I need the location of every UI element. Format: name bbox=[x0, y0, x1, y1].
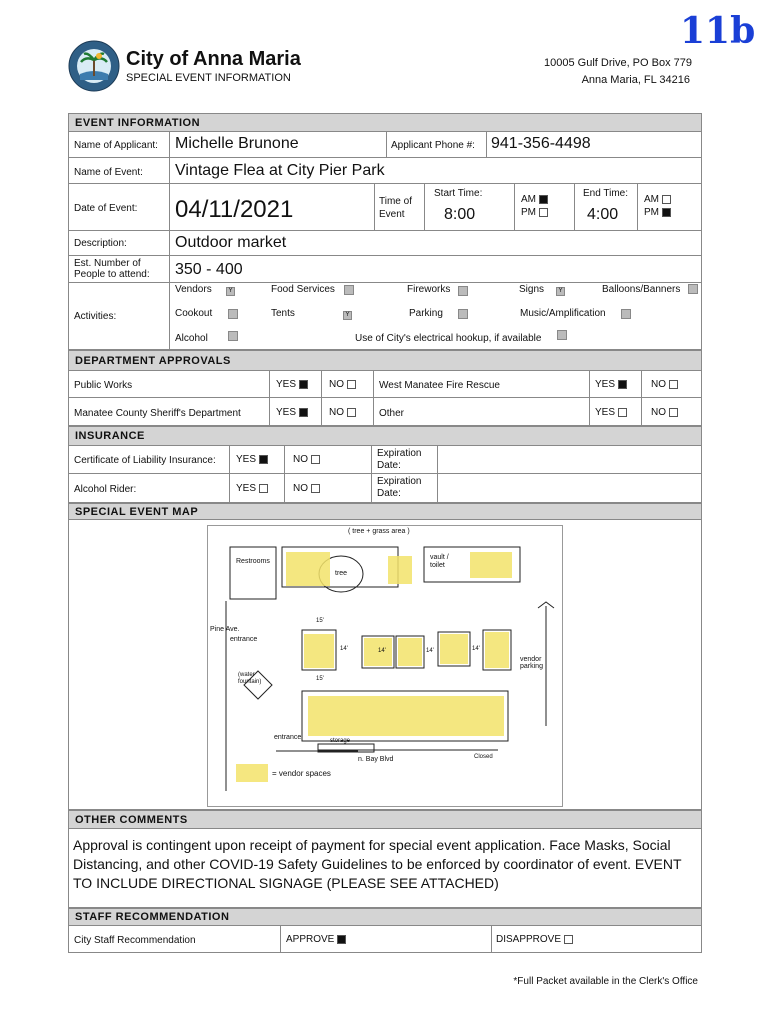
liability-yes[interactable]: YES bbox=[236, 454, 268, 465]
approve-checkbox[interactable] bbox=[337, 935, 346, 944]
liability-yes-checkbox[interactable] bbox=[259, 455, 268, 464]
map-label-entrance1: entrance bbox=[230, 636, 258, 643]
description-label: Description: bbox=[74, 238, 127, 249]
section-special-event-map bbox=[68, 503, 702, 520]
start-pm-checkbox[interactable] bbox=[539, 208, 548, 217]
page-tag: 11b bbox=[680, 10, 756, 52]
sheriff-no[interactable]: NO bbox=[329, 407, 356, 418]
map-dim-5: 15' bbox=[316, 618, 324, 624]
other-yes[interactable]: YES bbox=[595, 407, 627, 418]
map-label-bay: n. Bay Blvd bbox=[358, 756, 394, 763]
date-time-row bbox=[68, 184, 702, 231]
event-map bbox=[207, 525, 563, 807]
disapprove-checkbox[interactable] bbox=[564, 935, 573, 944]
fire-rescue-no[interactable]: NO bbox=[651, 379, 678, 390]
section-title: DEPARTMENT APPROVALS bbox=[75, 355, 231, 367]
liability-label: Certificate of Liability Insurance: bbox=[74, 455, 216, 466]
fire-rescue-no-checkbox[interactable] bbox=[669, 380, 678, 389]
parking-checkbox[interactable] bbox=[458, 309, 468, 319]
date-field[interactable]: 04/11/2021 bbox=[175, 196, 294, 223]
map-label-fountain: (water fountain) bbox=[238, 672, 262, 685]
public-works-no[interactable]: NO bbox=[329, 379, 356, 390]
activity-music[interactable]: Music/Amplification bbox=[520, 308, 606, 319]
activity-cookout[interactable]: Cookout bbox=[175, 308, 213, 319]
liability-no[interactable]: NO bbox=[293, 454, 320, 465]
alcohol-rider-row bbox=[68, 474, 702, 503]
alcohol-no[interactable]: NO bbox=[293, 483, 320, 494]
city-seal bbox=[68, 40, 120, 92]
end-pm-option[interactable]: PM bbox=[644, 207, 671, 218]
time-label: Time of Event bbox=[379, 196, 412, 220]
music-checkbox[interactable] bbox=[621, 309, 631, 319]
map-label-tree: tree bbox=[335, 570, 348, 577]
activity-fireworks[interactable]: Fireworks bbox=[407, 284, 451, 295]
event-name-row bbox=[68, 158, 702, 184]
map-dim-1: 14' bbox=[340, 646, 348, 652]
alcohol-no-checkbox[interactable] bbox=[311, 484, 320, 493]
start-am-checkbox[interactable] bbox=[539, 195, 548, 204]
activity-balloons[interactable]: Balloons/Banners bbox=[602, 284, 681, 295]
activity-alcohol[interactable]: Alcohol bbox=[175, 333, 208, 344]
fire-rescue-yes-checkbox[interactable] bbox=[618, 380, 627, 389]
public-works-yes-checkbox[interactable] bbox=[299, 380, 308, 389]
map-dim-6: 15' bbox=[316, 676, 324, 682]
food-checkbox[interactable] bbox=[344, 285, 354, 295]
activity-signs[interactable]: Signs bbox=[519, 284, 545, 295]
section-title: OTHER COMMENTS bbox=[75, 814, 188, 826]
attendance-row bbox=[68, 256, 702, 283]
activity-tents[interactable]: Tents bbox=[271, 308, 295, 319]
section-title: STAFF RECOMMENDATION bbox=[75, 911, 230, 923]
applicant-field[interactable]: Michelle Brunone bbox=[175, 135, 299, 152]
alcohol-rider-label: Alcohol Rider: bbox=[74, 484, 137, 495]
alcohol-expiration-label: Expiration Date: bbox=[377, 476, 422, 499]
section-title: EVENT INFORMATION bbox=[75, 117, 201, 129]
activity-electrical[interactable]: Use of City's electrical hookup, if available bbox=[355, 333, 542, 344]
liability-no-checkbox[interactable] bbox=[311, 455, 320, 464]
comments-text[interactable]: Approval is contingent upon receipt of payment for special event application. Face Masks, Social Distancing, and other COVID-19 Safety Guidelines to be enforced by coordinator of event. EVENT TO INCLUDE DIRECTIONAL SIGNAGE (PLEASE SEE ATTACHED) bbox=[73, 837, 682, 891]
section-title: SPECIAL EVENT MAP bbox=[75, 506, 199, 518]
map-dim-3: 14' bbox=[426, 648, 434, 654]
footer-note: *Full Packet available in the Clerk's Office bbox=[513, 976, 698, 987]
phone-field[interactable]: 941-356-4498 bbox=[491, 135, 591, 152]
section-staff-recommendation bbox=[68, 908, 702, 926]
sheriff-yes[interactable]: YES bbox=[276, 407, 308, 418]
approve-option[interactable]: APPROVE bbox=[286, 934, 346, 945]
fire-rescue-yes[interactable]: YES bbox=[595, 379, 627, 390]
end-am-option[interactable]: AM bbox=[644, 194, 671, 205]
public-works-label: Public Works bbox=[74, 380, 133, 391]
map-label-entrance2: entrance bbox=[274, 734, 302, 741]
event-name-label: Name of Event: bbox=[74, 167, 143, 178]
map-legend: = vendor spaces bbox=[272, 769, 331, 778]
dept-row-1 bbox=[68, 371, 702, 398]
address-line2: Anna Maria, FL 34216 bbox=[581, 74, 690, 86]
tents-checkbox[interactable]: Y bbox=[343, 311, 352, 320]
description-field[interactable]: Outdoor market bbox=[175, 234, 287, 251]
applicant-row bbox=[68, 132, 702, 158]
alcohol-checkbox[interactable] bbox=[228, 331, 238, 341]
fireworks-checkbox[interactable] bbox=[458, 286, 468, 296]
other-dept-label: Other bbox=[379, 408, 405, 419]
section-insurance bbox=[68, 426, 702, 446]
map-label-top: ( tree + grass area ) bbox=[348, 528, 410, 535]
other-yes-checkbox[interactable] bbox=[618, 408, 627, 417]
description-row bbox=[68, 231, 702, 256]
fire-rescue-label: West Manatee Fire Rescue bbox=[379, 380, 500, 391]
map-label-pine: Pine Ave. bbox=[210, 626, 240, 633]
map-label-storage: storage bbox=[330, 738, 351, 744]
signs-checkbox[interactable]: Y bbox=[556, 287, 565, 296]
dept-row-2 bbox=[68, 398, 702, 426]
liability-row bbox=[68, 446, 702, 474]
disapprove-option[interactable]: DISAPPROVE bbox=[496, 934, 573, 945]
attendance-field[interactable]: 350 - 400 bbox=[175, 261, 243, 278]
form-subtitle: SPECIAL EVENT INFORMATION bbox=[126, 72, 291, 84]
event-name-field[interactable]: Vintage Flea at City Pier Park bbox=[175, 162, 385, 179]
activity-parking[interactable]: Parking bbox=[409, 308, 443, 319]
start-time-field[interactable]: 8:00 bbox=[444, 206, 476, 223]
activities-row bbox=[68, 283, 702, 350]
sheriff-yes-checkbox[interactable] bbox=[299, 408, 308, 417]
other-no[interactable]: NO bbox=[651, 407, 678, 418]
comments-box bbox=[68, 829, 702, 908]
activity-food[interactable]: Food Services bbox=[271, 284, 335, 295]
other-no-checkbox[interactable] bbox=[669, 408, 678, 417]
attendance-label: Est. Number of People to attend: bbox=[74, 258, 150, 280]
map-label-closed: Closed bbox=[474, 754, 493, 760]
phone-label: Applicant Phone #: bbox=[391, 140, 475, 151]
alcohol-yes[interactable]: YES bbox=[236, 483, 268, 494]
electrical-checkbox[interactable] bbox=[557, 330, 567, 340]
section-department-approvals bbox=[68, 350, 702, 371]
applicant-label: Name of Applicant: bbox=[74, 140, 158, 151]
end-pm-checkbox[interactable] bbox=[662, 208, 671, 217]
start-time-label: Start Time: bbox=[434, 188, 483, 199]
date-label: Date of Event: bbox=[74, 203, 138, 214]
map-dim-2: 14' bbox=[378, 648, 386, 654]
section-event-information bbox=[68, 113, 702, 132]
city-name: City of Anna Maria bbox=[126, 48, 301, 70]
activities-label: Activities: bbox=[74, 311, 117, 322]
address-line1: 10005 Gulf Drive, PO Box 779 bbox=[544, 57, 692, 69]
map-container bbox=[68, 520, 702, 810]
cookout-checkbox[interactable] bbox=[228, 309, 238, 319]
end-am-checkbox[interactable] bbox=[662, 195, 671, 204]
end-time-field[interactable]: 4:00 bbox=[587, 206, 619, 223]
start-am-option[interactable]: AM bbox=[521, 194, 548, 205]
liability-expiration-label: Expiration Date: bbox=[377, 448, 422, 471]
vendors-checkbox[interactable]: Y bbox=[226, 287, 235, 296]
staff-row bbox=[68, 926, 702, 953]
sheriff-no-checkbox[interactable] bbox=[347, 408, 356, 417]
section-title: INSURANCE bbox=[75, 430, 145, 442]
alcohol-yes-checkbox[interactable] bbox=[259, 484, 268, 493]
staff-label: City Staff Recommendation bbox=[74, 935, 196, 946]
balloons-checkbox[interactable] bbox=[688, 284, 698, 294]
activity-vendors[interactable]: Vendors bbox=[175, 284, 212, 295]
end-time-label: End Time: bbox=[583, 188, 629, 199]
map-label-restrooms: Restrooms bbox=[236, 558, 270, 565]
public-works-yes[interactable]: YES bbox=[276, 379, 308, 390]
section-other-comments bbox=[68, 810, 702, 829]
map-dim-4: 14' bbox=[472, 646, 480, 652]
sheriff-label: Manatee County Sheriff's Department bbox=[74, 408, 241, 419]
map-label-vendor-parking: vendor parking bbox=[520, 656, 543, 670]
map-label-vault: vault / toilet bbox=[430, 554, 449, 569]
public-works-no-checkbox[interactable] bbox=[347, 380, 356, 389]
start-pm-option[interactable]: PM bbox=[521, 207, 548, 218]
